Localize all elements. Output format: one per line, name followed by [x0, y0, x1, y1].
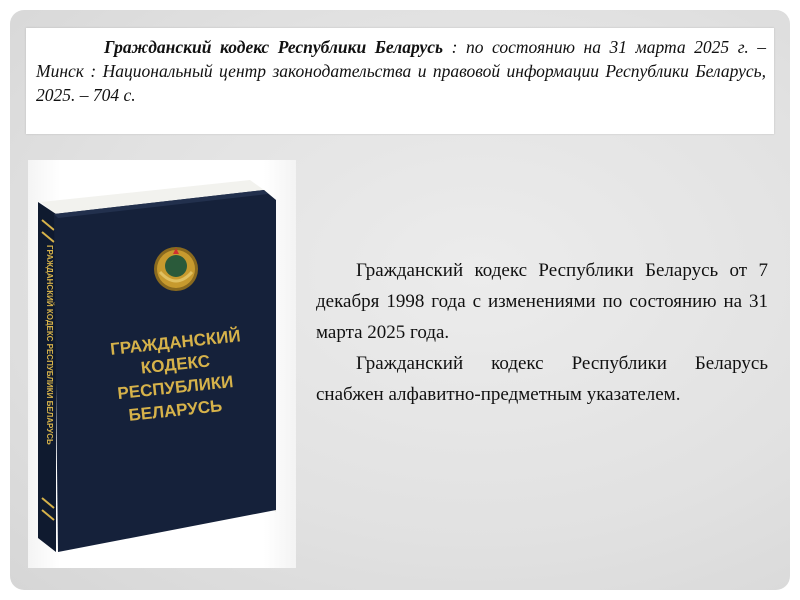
cover-title-line-1: ГРАЖДАНСКИЙ: [109, 326, 242, 359]
book-description: [316, 255, 768, 410]
citation-title: Гражданский кодекс Республики Беларусь: [104, 37, 444, 57]
description-paragraph-2: Гражданский кодекс Республики Беларусь снабжен алфавитно-предметным указателем.: [316, 353, 768, 405]
cover-title-line-4: БЕЛАРУСЬ: [127, 396, 224, 425]
description-paragraph-1: Гражданский кодекс Республики Беларусь от 7 декабря 1998 года с изменениями по состоянию на 31 марта 2025 года.: [316, 260, 768, 343]
book-spine-text: ГРАЖДАНСКИЙ КОДЕКС РЕСПУБЛИКИ БЕЛАРУСЬ: [45, 245, 54, 445]
belarus-emblem-icon: [154, 247, 198, 291]
cover-title-line-3: РЕСПУБЛИКИ: [116, 372, 235, 404]
book-cover-image: [28, 160, 296, 568]
cover-title-line-2: КОДЕКС: [139, 351, 211, 378]
bibliographic-citation: [36, 35, 766, 107]
citation-details: : по состоянию на 31 марта 2025 г. – Минск : Национальный центр законодательства и правовой информации Республики Беларусь, 2025. – 704 с.: [36, 37, 767, 105]
